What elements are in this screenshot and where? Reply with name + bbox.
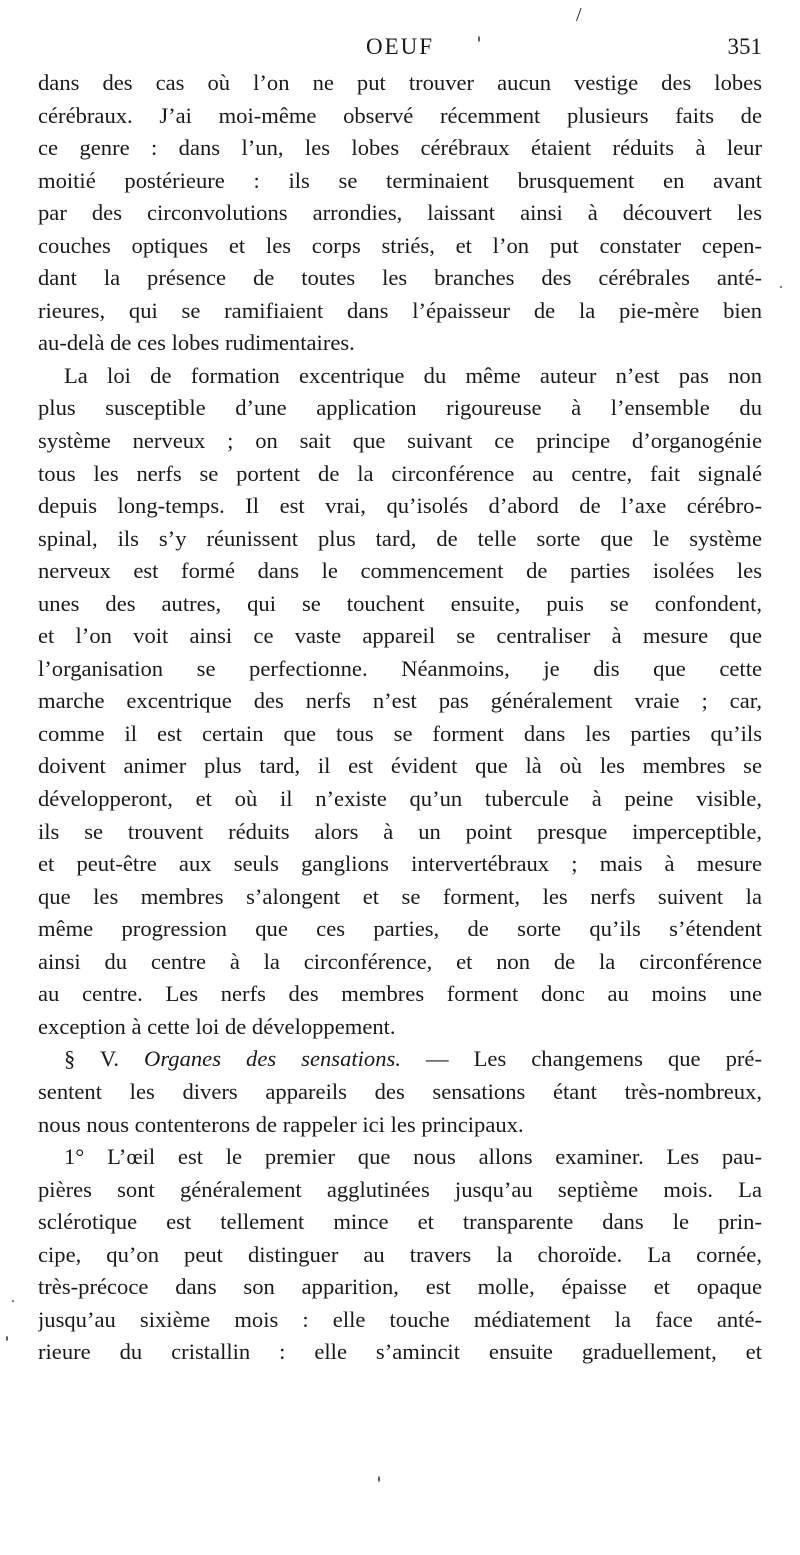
section-mark: § V. — [64, 1046, 119, 1072]
corner-mark: / — [576, 4, 582, 26]
text-line: par des circonvolutions arrondies, laissant ainsi à découvert les — [38, 200, 762, 226]
text-line: développeront, et où il n’existe qu’un tubercule à peine visible, — [38, 786, 762, 812]
ink-speck — [6, 1336, 8, 1341]
text-line: pières sont généralement agglutinées jusqu’au septième mois. La — [38, 1176, 762, 1202]
page-header — [38, 34, 762, 70]
text-line: comme il est certain que tous se forment dans les parties qu’ils — [38, 720, 762, 746]
section-title: Organes des sensations. — [144, 1046, 401, 1072]
text-line: rieures, qui se ramifiaient dans l’épaisseur de la pie-mère bien — [38, 297, 762, 323]
text-line: La loi de formation excentrique du même auteur n’est pas non — [64, 362, 762, 388]
ink-speck — [12, 1300, 14, 1302]
section-v-paragraph — [38, 1043, 762, 1141]
text-line: rieure du cristallin : elle s’amincit ensuite graduellement, et — [38, 1339, 762, 1365]
text-line: jusqu’au sixième mois : elle touche médiatement la face anté- — [38, 1306, 762, 1332]
text-line: sentent les divers appareils des sensations étant très-nombreux, — [38, 1078, 762, 1104]
text-line: même progression que ces parties, de sorte qu’ils s’étendent — [38, 916, 762, 942]
text-line: 1° L’œil est le premier que nous allons examiner. Les pau- — [64, 1144, 762, 1170]
running-title: OEUF — [365, 34, 435, 59]
page-number: 351 — [727, 34, 762, 59]
text-line: dant la présence de toutes les branches des cérébrales anté- — [38, 265, 762, 291]
text-line: exception à cette loi de développement. — [38, 1013, 396, 1039]
text-line: ils se trouvent réduits alors à un point presque imperceptible, — [38, 818, 762, 844]
body-text — [38, 67, 762, 1369]
text-line: plus susceptible d’une application rigoureuse à l’ensemble du — [38, 395, 762, 421]
paragraph-2 — [38, 360, 762, 1043]
text-line: spinal, ils s’y réunissent plus tard, de telle sorte que le système — [38, 525, 762, 551]
ink-speck — [378, 1476, 380, 1482]
text-line: très-précoce dans son apparition, est molle, épaisse et opaque — [38, 1274, 762, 1300]
text-line: l’organisation se perfectionne. Néanmoins, je dis que cette — [38, 655, 762, 681]
text-line: et peut-être aux seuls ganglions intervertébraux ; mais à mesure — [38, 851, 762, 877]
text-line: cipe, qu’on peut distinguer au travers la choroïde. La cornée, — [38, 1241, 762, 1267]
text-line: nous nous contenterons de rappeler ici les principaux. — [38, 1111, 524, 1137]
text-line: nerveux est formé dans le commencement de parties isolées les — [38, 558, 762, 584]
text-line: système nerveux ; on sait que suivant ce principe d’organogénie — [38, 428, 762, 454]
paragraph-4 — [38, 1141, 762, 1369]
text-line: tous les nerfs se portent de la circonférence au centre, fait signalé — [38, 460, 762, 486]
text-line: moitié postérieure : ils se terminaient brusquement en avant — [38, 167, 762, 193]
text-line: et l’on voit ainsi ce vaste appareil se centraliser à mesure que — [38, 623, 762, 649]
text-line: marche excentrique des nerfs n’est pas généralement vraie ; car, — [38, 688, 762, 714]
text-line: ce genre : dans l’un, les lobes cérébraux étaient réduits à leur — [38, 135, 762, 161]
text-line: unes des autres, qui se touchent ensuite, puis se confondent, — [38, 590, 762, 616]
text-line: couches optiques et les corps striés, et l’on put constater cepen- — [38, 232, 762, 258]
section-heading-continuation: — Les changemens que pré- — [400, 1046, 762, 1072]
text-line: cérébraux. J’ai moi-même observé récemment plusieurs faits de — [38, 102, 762, 128]
text-line: depuis long-temps. Il est vrai, qu’isolés d’abord de l’axe cérébro- — [38, 493, 762, 519]
section-heading-line — [38, 1043, 762, 1076]
text-line: doivent animer plus tard, il est évident que là où les membres se — [38, 753, 762, 779]
text-line: ainsi du centre à la circonférence, et non de la circonférence — [38, 948, 762, 974]
text-line: au centre. Les nerfs des membres forment donc au moins une — [38, 981, 762, 1007]
text-line: au-delà de ces lobes rudimentaires. — [38, 330, 355, 356]
ink-speck — [478, 36, 480, 42]
ink-speck — [780, 286, 782, 288]
text-line: dans des cas où l’on ne put trouver aucun vestige des lobes — [38, 70, 762, 95]
paragraph-1 — [38, 67, 762, 360]
text-line: que les membres s’alongent et se forment, les nerfs suivent la — [38, 883, 762, 909]
text-line: sclérotique est tellement mince et transparente dans le prin- — [38, 1209, 762, 1235]
